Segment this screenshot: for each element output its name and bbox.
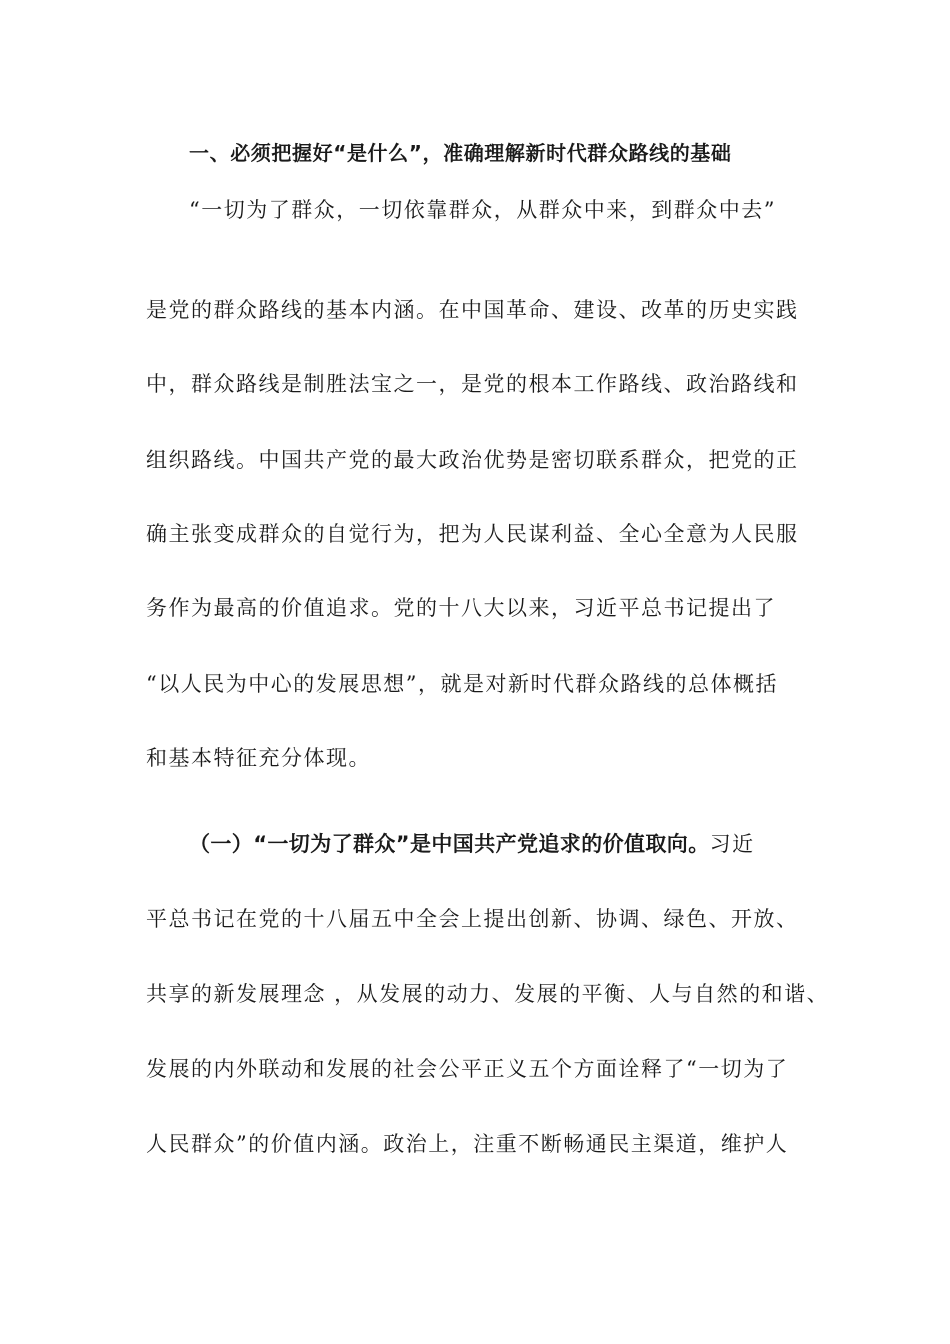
paragraph-line: 中，群众路线是制胜法宝之一，是党的根本工作路线、政治路线和 [146,372,799,396]
paragraph-line: 组织路线。中国共产党的最大政治优势是密切联系群众，把党的正 [146,448,799,472]
paragraph-line: “一切为了群众，一切依靠群众，从群众中来，到群众中去” [189,198,776,222]
paragraph-line: “以人民为中心的发展思想”，就是对新时代群众路线的总体概括 [146,672,778,696]
paragraph-line: 和基本特征充分体现。 [146,746,371,770]
paragraph-line: 共享的新发展理念 ，从发展的动力、发展的平衡、人与自然的和谐、 [146,982,830,1006]
subsection-heading: （一）“一切为了群众”是中国共产党追求的价值取向。 [189,832,710,856]
paragraph-line: 务作为最高的价值追求。党的十八大以来，习近平总书记提出了 [146,596,776,620]
paragraph-text: 习近 [709,832,755,856]
paragraph-line: 是党的群众路线的基本内涵。在中国革命、建设、改革的历史实践 [146,298,799,322]
paragraph-line: 平总书记在党的十八届五中全会上提出创新、协调、绿色、开放、 [146,907,799,931]
paragraph-line [189,830,755,858]
paragraph-line: 发展的内外联动和发展的社会公平正义五个方面诠释了“一切为了 [146,1057,789,1081]
section-heading: 一、必须把握好“是什么”，准确理解新时代群众路线的基础 [189,141,732,165]
paragraph-line: 确主张变成群众的自觉行为，把为人民谋利益、全心全意为人民服 [146,522,799,546]
paragraph-line: 人民群众”的价值内涵。政治上，注重不断畅通民主渠道，维护人 [146,1132,789,1156]
